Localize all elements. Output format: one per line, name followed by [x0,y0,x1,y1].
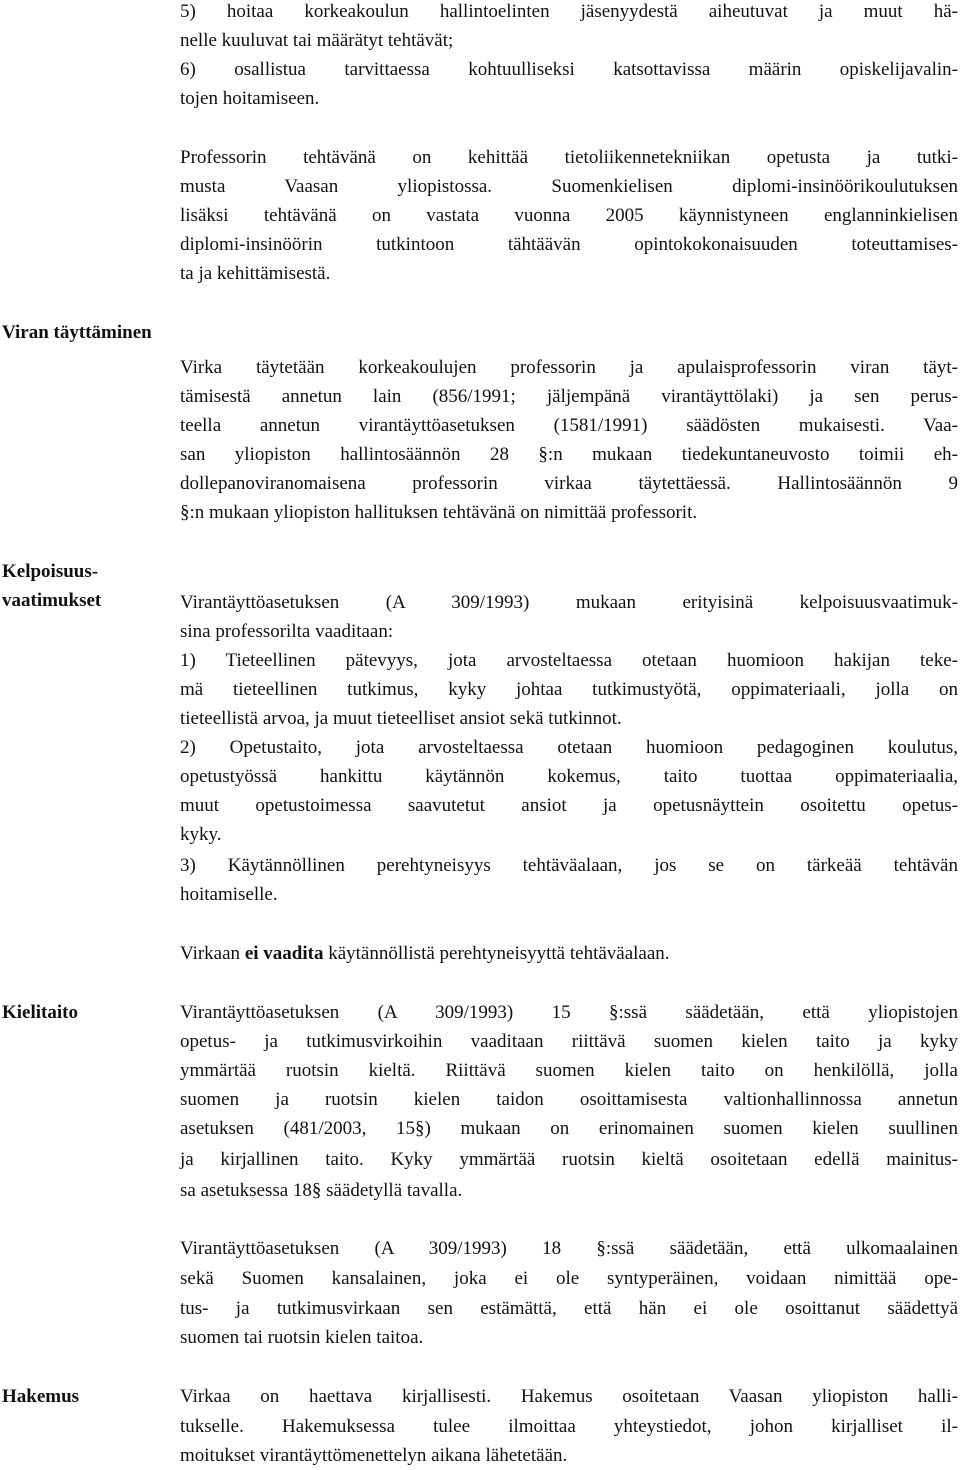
section-heading-viran-tayttaminen: Viran täyttäminen [2,322,152,343]
section-body-line: ymmärtää ruotsin kieltä. Riittävä suomen kielen taito on henkilöllä, jolla [180,1060,958,1081]
section-body-line: teella annetun virantäyttöasetuksen (1581/1991) säädösten mukaisesti. Vaa- [180,415,958,436]
section-body-line: kyky. [180,824,222,845]
section-body2-line: tus- ja tutkimusvirkaan sen estämättä, että hän ei ole osoittanut säädettyä [180,1298,958,1319]
section-body-line: tieteellistä arvoa, ja muut tieteelliset ansiot sekä tutkinnot. [180,708,622,729]
section-body-line: sina professorilta vaaditaan: [180,621,394,642]
section-body-line: §:n mukaan yliopiston hallituksen tehtävänä on nimittää professorit. [180,502,698,523]
section-body-line: ja kirjallinen taito. Kyky ymmärtää ruotsin kieltä osoitetaan edellä mainitus- [180,1149,958,1170]
section-body-line: Virantäyttöasetuksen (A 309/1993) 15 §:ssä säädetään, että yliopistojen [180,1002,958,1023]
intro-list-line: nelle kuuluvat tai määrätyt tehtävät; [180,30,454,51]
note-text-after: käytännöllistä perehtyneisyyttä tehtäväalaan. [323,943,670,964]
section-body-line: tukselle. Hakemuksessa tulee ilmoittaa yhteystiedot, johon kirjalliset il- [180,1416,958,1437]
section-heading-kielitaito: Kielitaito [2,1002,78,1023]
section-body-line: 3) Käytännöllinen perehtyneisyys tehtäväalaan, jos se on tärkeää tehtävän [180,855,958,876]
section-body-line: Virka täytetään korkeakoulujen professorin ja apulaisprofessorin viran täyt- [180,357,958,378]
note-text-bold: ei vaadita [244,943,324,964]
intro-list-line: 6) osallistua tarvittaessa kohtuulliseksi katsottavissa määrin opiskelijavalin- [180,59,958,80]
section-body-line: sa asetuksessa 18§ säädetyllä tavalla. [180,1180,463,1201]
note-text-before: Virkaan [180,943,245,964]
section-body-line: opetus- ja tutkimusvirkoihin vaaditaan riittävä suomen kielen taito ja kyky [180,1031,958,1052]
intro-list-line: 5) hoitaa korkeakoulun hallintoelinten jäsenyydestä aiheutuvat ja muut hä- [180,1,958,22]
section-body2-line: suomen tai ruotsin kielen taitoa. [180,1327,424,1348]
intro-paragraph-line: lisäksi tehtävänä on vastata vuonna 2005 käynnistyneen englanninkielisen [180,205,958,226]
section-body-line: Virkaa on haettava kirjallisesti. Hakemus osoitetaan Vaasan yliopiston halli- [180,1386,958,1407]
section-heading-kelpoisuusvaatimukset: Kelpoisuus- [2,561,99,582]
note-line [180,939,670,968]
section-body-line: 2) Opetustaito, jota arvosteltaessa otetaan huomioon pedagoginen koulutus, [180,737,958,758]
section-body-line: asetuksen (481/2003, 15§) mukaan on erinomainen suomen kielen suullinen [180,1118,958,1139]
intro-list-line: tojen hoitamiseen. [180,88,320,109]
section-heading-kelpoisuusvaatimukset: vaatimukset [2,590,102,611]
section-body-line: tämisestä annetun lain (856/1991; jäljempänä virantäyttölaki) ja sen perus- [180,386,958,407]
intro-paragraph-line: Professorin tehtävänä on kehittää tietoliikennetekniikan opetusta ja tutki- [180,147,958,168]
section-body-line: Virantäyttöasetuksen (A 309/1993) mukaan erityisinä kelpoisuusvaatimuk- [180,592,958,613]
section-heading-hakemus: Hakemus [2,1386,80,1407]
intro-paragraph-line: diplomi-insinöörin tutkintoon tähtäävän opintokokonaisuuden toteuttamises- [180,234,958,255]
intro-paragraph-line: musta Vaasan yliopistossa. Suomenkielisen diplomi-insinöörikoulutuksen [180,176,958,197]
section-body-line: suomen ja ruotsin kielen taidon osoittamisesta valtionhallinnossa annetun [180,1089,958,1110]
section-body-line: dollepanoviranomaisena professorin virkaa täytettäessä. Hallintosäännön 9 [180,473,958,494]
section-body-line: opetustyössä hankittu käytännön kokemus, taito tuottaa oppimateriaalia, [180,766,958,787]
section-body-line: hoitamiselle. [180,884,278,905]
intro-paragraph-line: ta ja kehittämisestä. [180,263,331,284]
section-body-line: 1) Tieteellinen pätevyys, jota arvosteltaessa otetaan huomioon hakijan teke- [180,650,958,671]
section-body-line: mä tieteellinen tutkimus, kyky johtaa tutkimustyötä, oppimateriaali, jolla on [180,679,958,700]
section-body-line: muut opetustoimessa saavutetut ansiot ja opetusnäyttein osoitettu opetus- [180,795,958,816]
section-body-line: san yliopiston hallintosäännön 28 §:n mukaan tiedekuntaneuvosto toimii eh- [180,444,958,465]
section-body2-line: Virantäyttöasetuksen (A 309/1993) 18 §:ssä säädetään, että ulkomaalainen [180,1238,958,1259]
section-body2-line: sekä Suomen kansalainen, joka ei ole syntyperäinen, voidaan nimittää ope- [180,1268,958,1289]
section-body-line: moitukset virantäyttömenettelyn aikana lähetetään. [180,1445,568,1466]
